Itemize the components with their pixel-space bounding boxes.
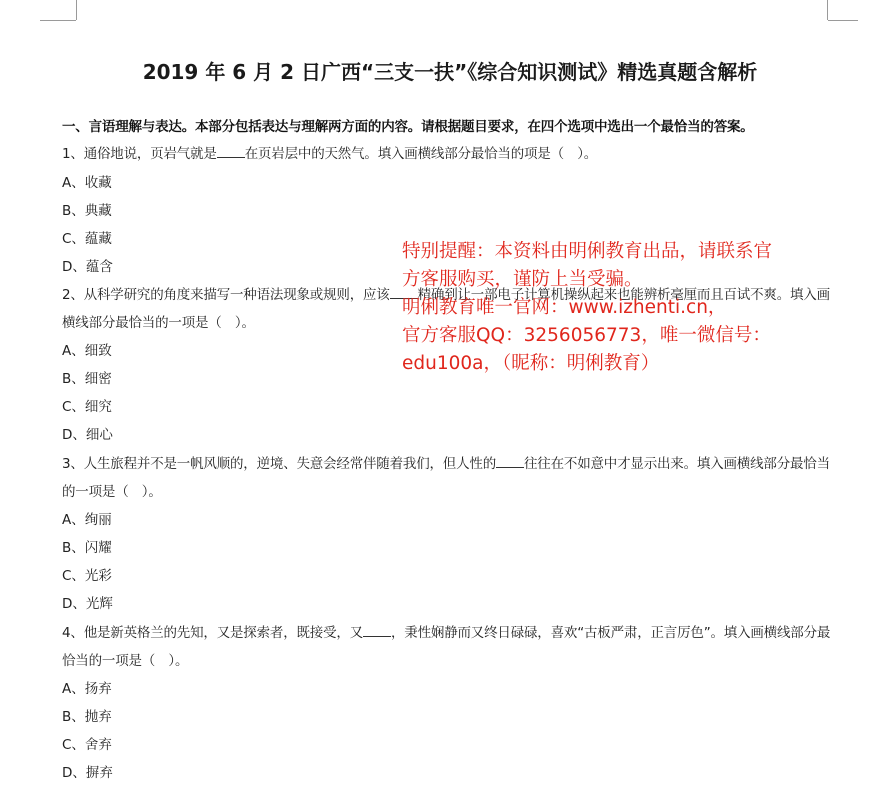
question-4-stem-line1: [62, 621, 830, 641]
question-1-option-b: B、典藏: [62, 203, 112, 219]
section-heading: 一、言语理解与表达。本部分包括表达与理解两方面的内容。请根据题目要求，在四个选项中选出一个最恰当的答案。: [62, 119, 754, 135]
question-3-option-a: A、绚丽: [62, 512, 112, 528]
question-3-stem-before: 3、人生旅程并不是一帆风顺的，逆境、失意会经常伴随着我们，但人性的: [62, 456, 496, 472]
question-1-option-d: D、蕴含: [62, 259, 113, 275]
crop-mark-top-left-horizontal: [40, 20, 76, 22]
question-4-blank: [363, 624, 391, 637]
crop-mark-top-right: [827, 0, 829, 20]
watermark-notice: [402, 238, 862, 378]
question-2-option-c: C、细究: [62, 399, 112, 415]
question-3-blank: [496, 455, 524, 468]
question-1-stem-before: 1、通俗地说，页岩气就是: [62, 146, 217, 162]
question-4-option-d: D、摒弃: [62, 765, 113, 781]
notice-line-5: edu100a，（昵称：明俐教育）: [402, 353, 660, 374]
notice-line-2: 方客服购买，谨防上当受骗。: [402, 269, 643, 290]
question-2-stem-before: 2、从科学研究的角度来描写一种语法现象或规则，应该: [62, 287, 390, 303]
question-4-option-a: A、扬弃: [62, 681, 112, 697]
question-2-stem-after: 精确到让一部电子计算机操纵起来也能辨析毫厘而且百试不爽。填入画: [417, 287, 830, 303]
question-3-stem-after: 往往在不如意中才显示出来。填入画横线部分最恰当: [524, 456, 830, 472]
question-4-stem-line2: 恰当的一项是（ ）。: [62, 653, 189, 669]
question-2-stem-line2: 横线部分最恰当的一项是（ ）。: [62, 315, 255, 331]
question-2-option-b: B、细密: [62, 371, 112, 387]
question-3-option-d: D、光辉: [62, 596, 113, 612]
notice-line-3: 明俐教育唯一官网：www.izhenti.cn，: [402, 297, 727, 318]
question-3-option-c: C、光彩: [62, 568, 112, 584]
question-2-option-d: D、细心: [62, 427, 113, 443]
question-4-option-c: C、舍弃: [62, 737, 112, 753]
question-4-stem-after: ，秉性娴静而又终日碌碌，喜欢“古板严肃，正言厉色”。填入画横线部分最: [391, 625, 831, 641]
question-4-option-b: B、抛弃: [62, 709, 112, 725]
crop-mark-top-right-horizontal: [828, 20, 858, 22]
crop-mark-top-left: [76, 0, 78, 20]
question-1-stem-after: 在页岩层中的天然气。填入画横线部分最恰当的项是（ ）。: [244, 146, 598, 162]
question-2-option-a: A、细致: [62, 343, 112, 359]
notice-line-4: 官方客服QQ：3256056773，唯一微信号：: [402, 325, 771, 346]
question-1-blank: [217, 145, 245, 158]
notice-line-1: 特别提醒：本资料由明俐教育出品，请联系官: [402, 241, 773, 262]
question-3-stem-line2: 的一项是（ ）。: [62, 484, 162, 500]
question-1-stem: [62, 142, 597, 162]
question-3-stem-line1: [62, 452, 830, 472]
question-1-option-c: C、蕴藏: [62, 231, 112, 247]
question-1-option-a: A、收藏: [62, 175, 112, 191]
question-4-stem-before: 4、他是新英格兰的先知，又是探索者，既接受，又: [62, 625, 363, 641]
question-3-option-b: B、闪耀: [62, 540, 112, 556]
document-title: 2019 年 6 月 2 日广西“三支一扶”《综合知识测试》精选真题含解析: [142, 60, 758, 84]
